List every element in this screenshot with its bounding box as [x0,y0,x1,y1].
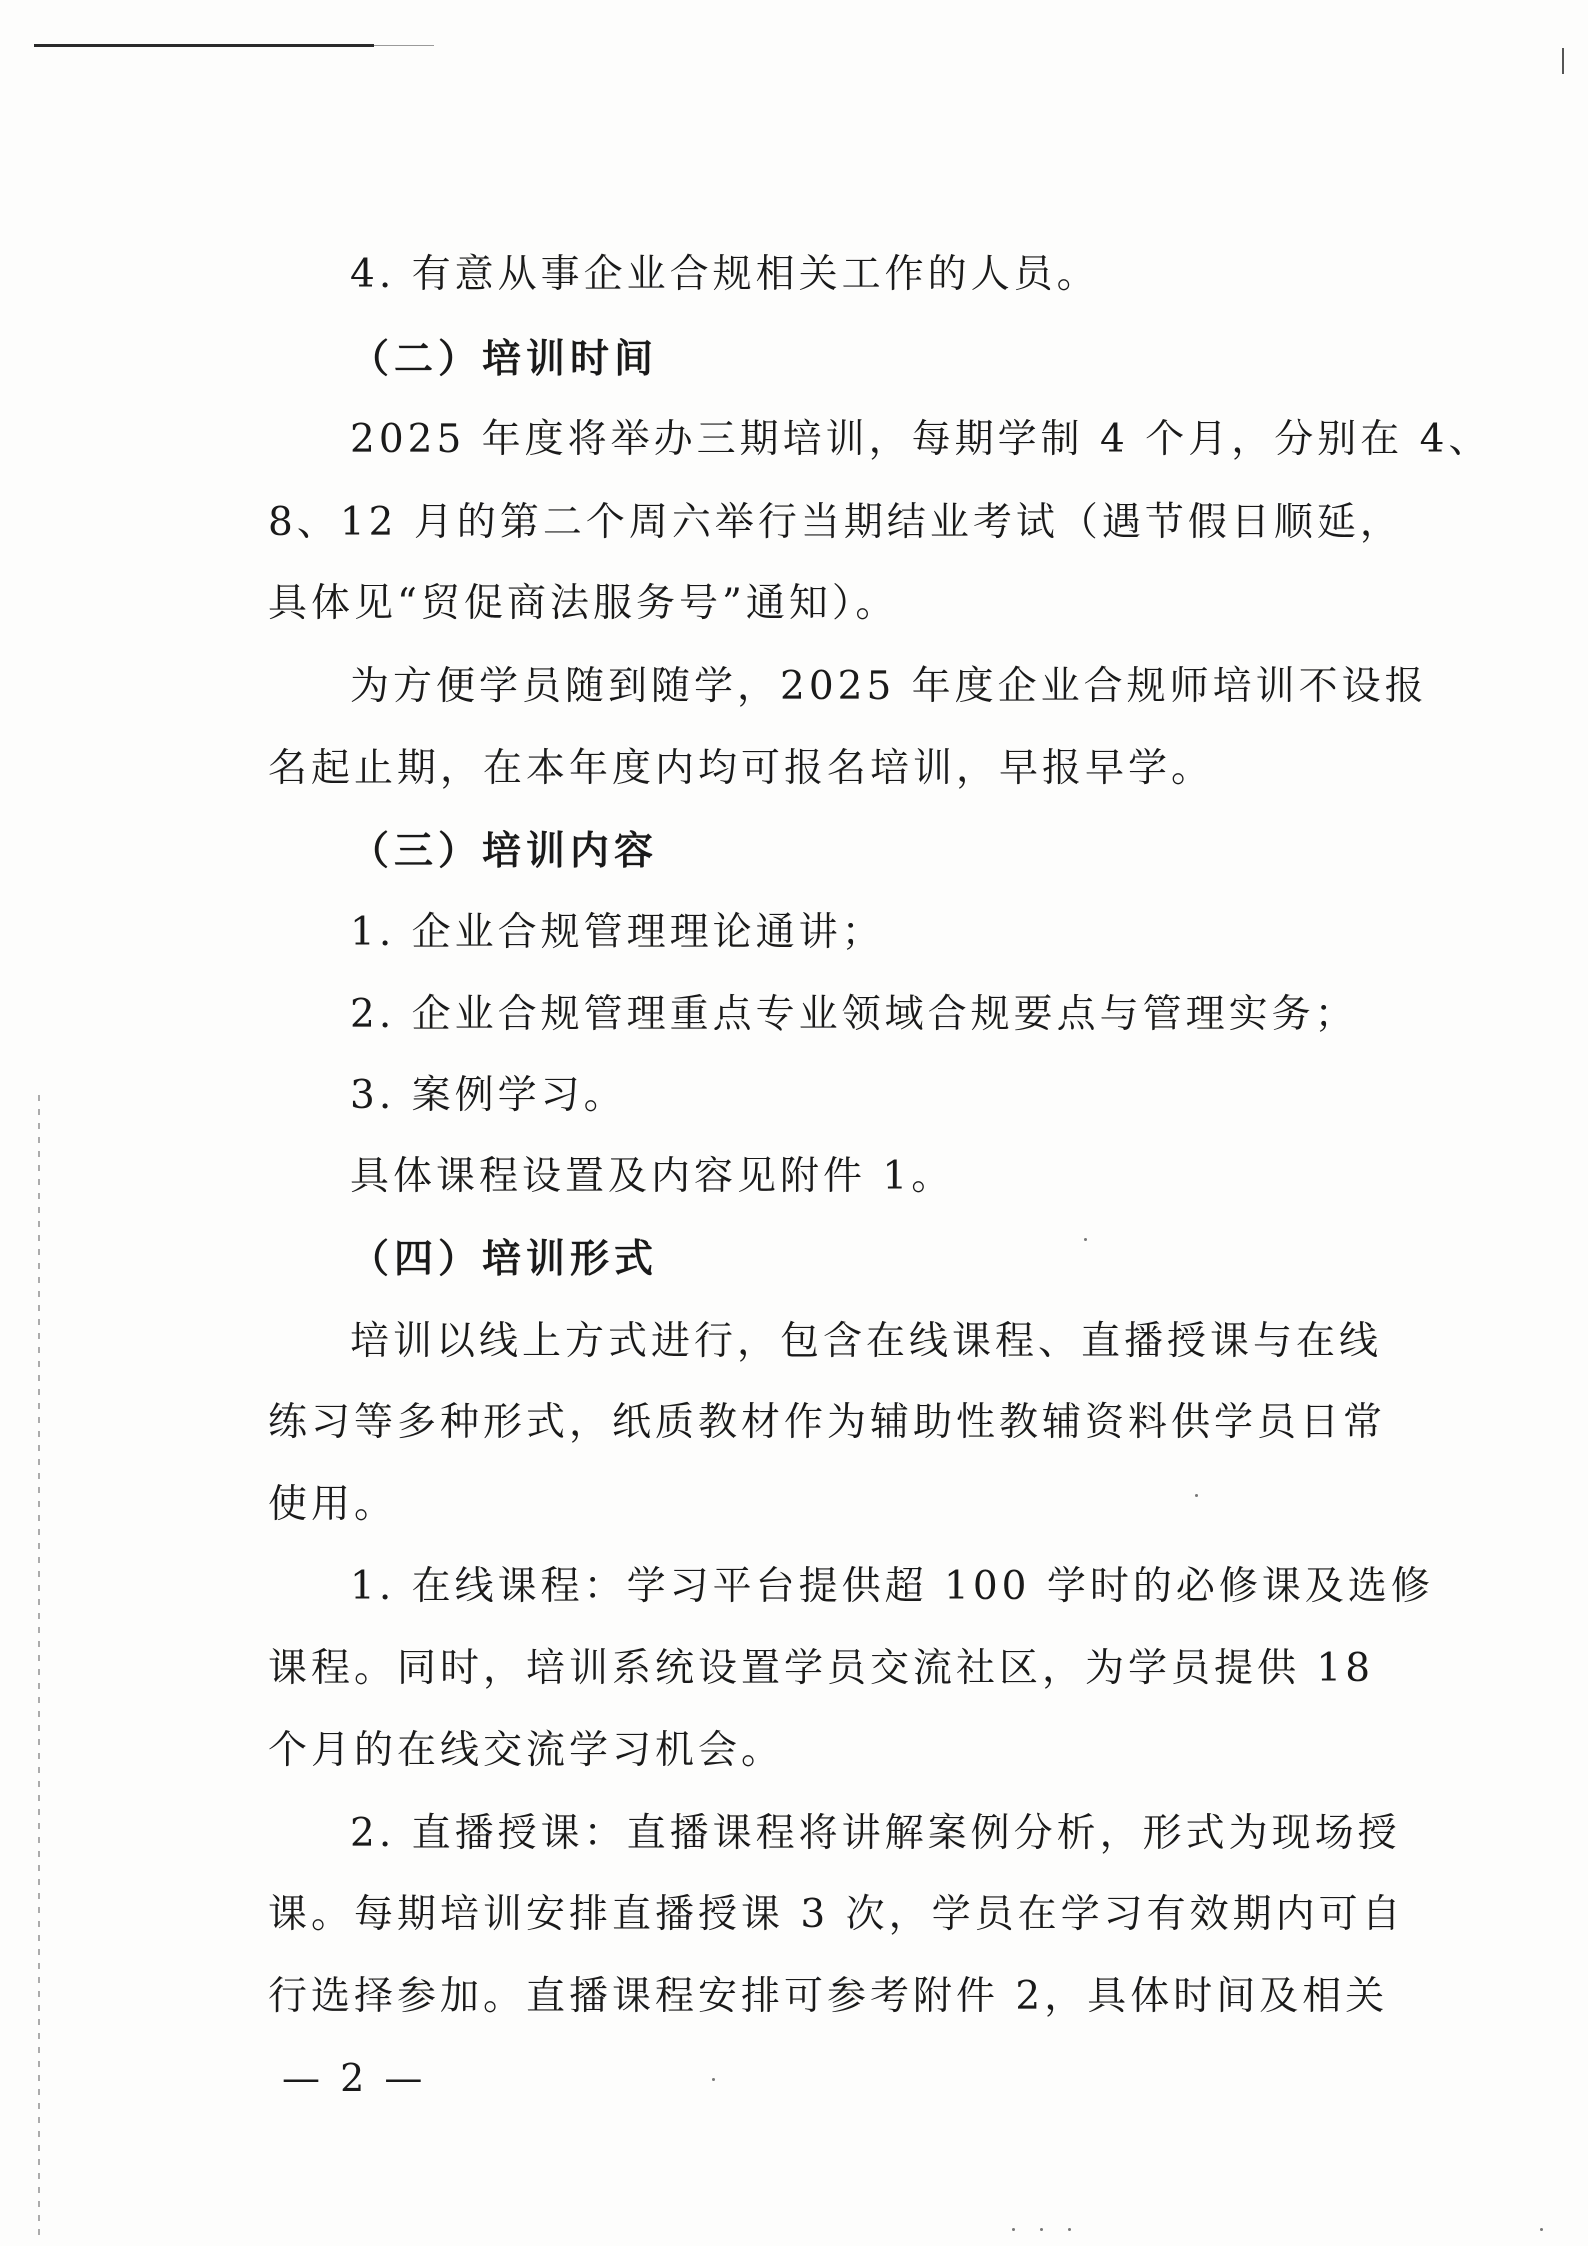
paragraph-line: 2. 直播授课：直播课程将讲解案例分析，形式为现场授 [350,1811,1401,1856]
paragraph-line: 使用。 [268,1482,398,1527]
section-heading: （二）培训时间 [350,337,659,382]
paragraph-line: 1. 在线课程：学习平台提供超 100 学时的必修课及选修 [350,1564,1434,1609]
paragraph-line: 具体见“贸促商法服务号”通知）。 [268,581,899,626]
scan-speck [1540,2228,1543,2231]
paragraph-line: 8、12 月的第二个周六举行当期结业考试（遇节假日顺延， [268,500,1403,545]
paragraph-line: 培训以线上方式进行，包含在线课程、直播授课与在线 [350,1319,1383,1364]
paragraph-line: 课。每期培训安排直播授课 3 次，学员在学习有效期内可自 [268,1892,1405,1937]
section-heading: （三）培训内容 [350,829,659,874]
paragraph-line: 个月的在线交流学习机会。 [268,1728,785,1773]
list-item: 4. 有意从事企业合规相关工作的人员。 [350,252,1100,297]
scan-speck [1068,2228,1071,2231]
top-rule [34,44,374,47]
list-item: 3. 案例学习。 [350,1073,627,1118]
paragraph-line: 名起止期，在本年度内均可报名培训，早报早学。 [268,746,1215,791]
scan-speck [1012,2228,1015,2231]
paragraph-line: 为方便学员随到随学，2025 年度企业合规师培训不设报 [350,664,1428,709]
scan-edge-mark [1562,48,1564,74]
scan-speck [1040,2228,1043,2231]
top-rule-fade [374,45,434,46]
paragraph-line: 2025 年度将举办三期培训，每期学制 4 个月，分别在 4、 [350,417,1492,462]
page-number: — 2 — [282,2056,427,2100]
list-item: 1. 企业合规管理理论通讲； [350,910,885,955]
paragraph-line: 行选择参加。直播课程安排可参考附件 2，具体时间及相关 [268,1974,1389,2019]
scan-speck [1195,1494,1198,1497]
section-heading: （四）培训形式 [350,1237,659,1282]
paragraph-line: 具体课程设置及内容见附件 1。 [350,1154,955,1199]
paragraph-line: 练习等多种形式，纸质教材作为辅助性教辅资料供学员日常 [268,1400,1387,1445]
scan-binding-edge [38,1095,40,2235]
paragraph-line: 课程。同时，培训系统设置学员交流社区，为学员提供 18 [268,1646,1375,1691]
scan-speck [1084,1238,1087,1241]
list-item: 2. 企业合规管理重点专业领域合规要点与管理实务； [350,992,1358,1037]
scan-speck [712,2078,715,2081]
